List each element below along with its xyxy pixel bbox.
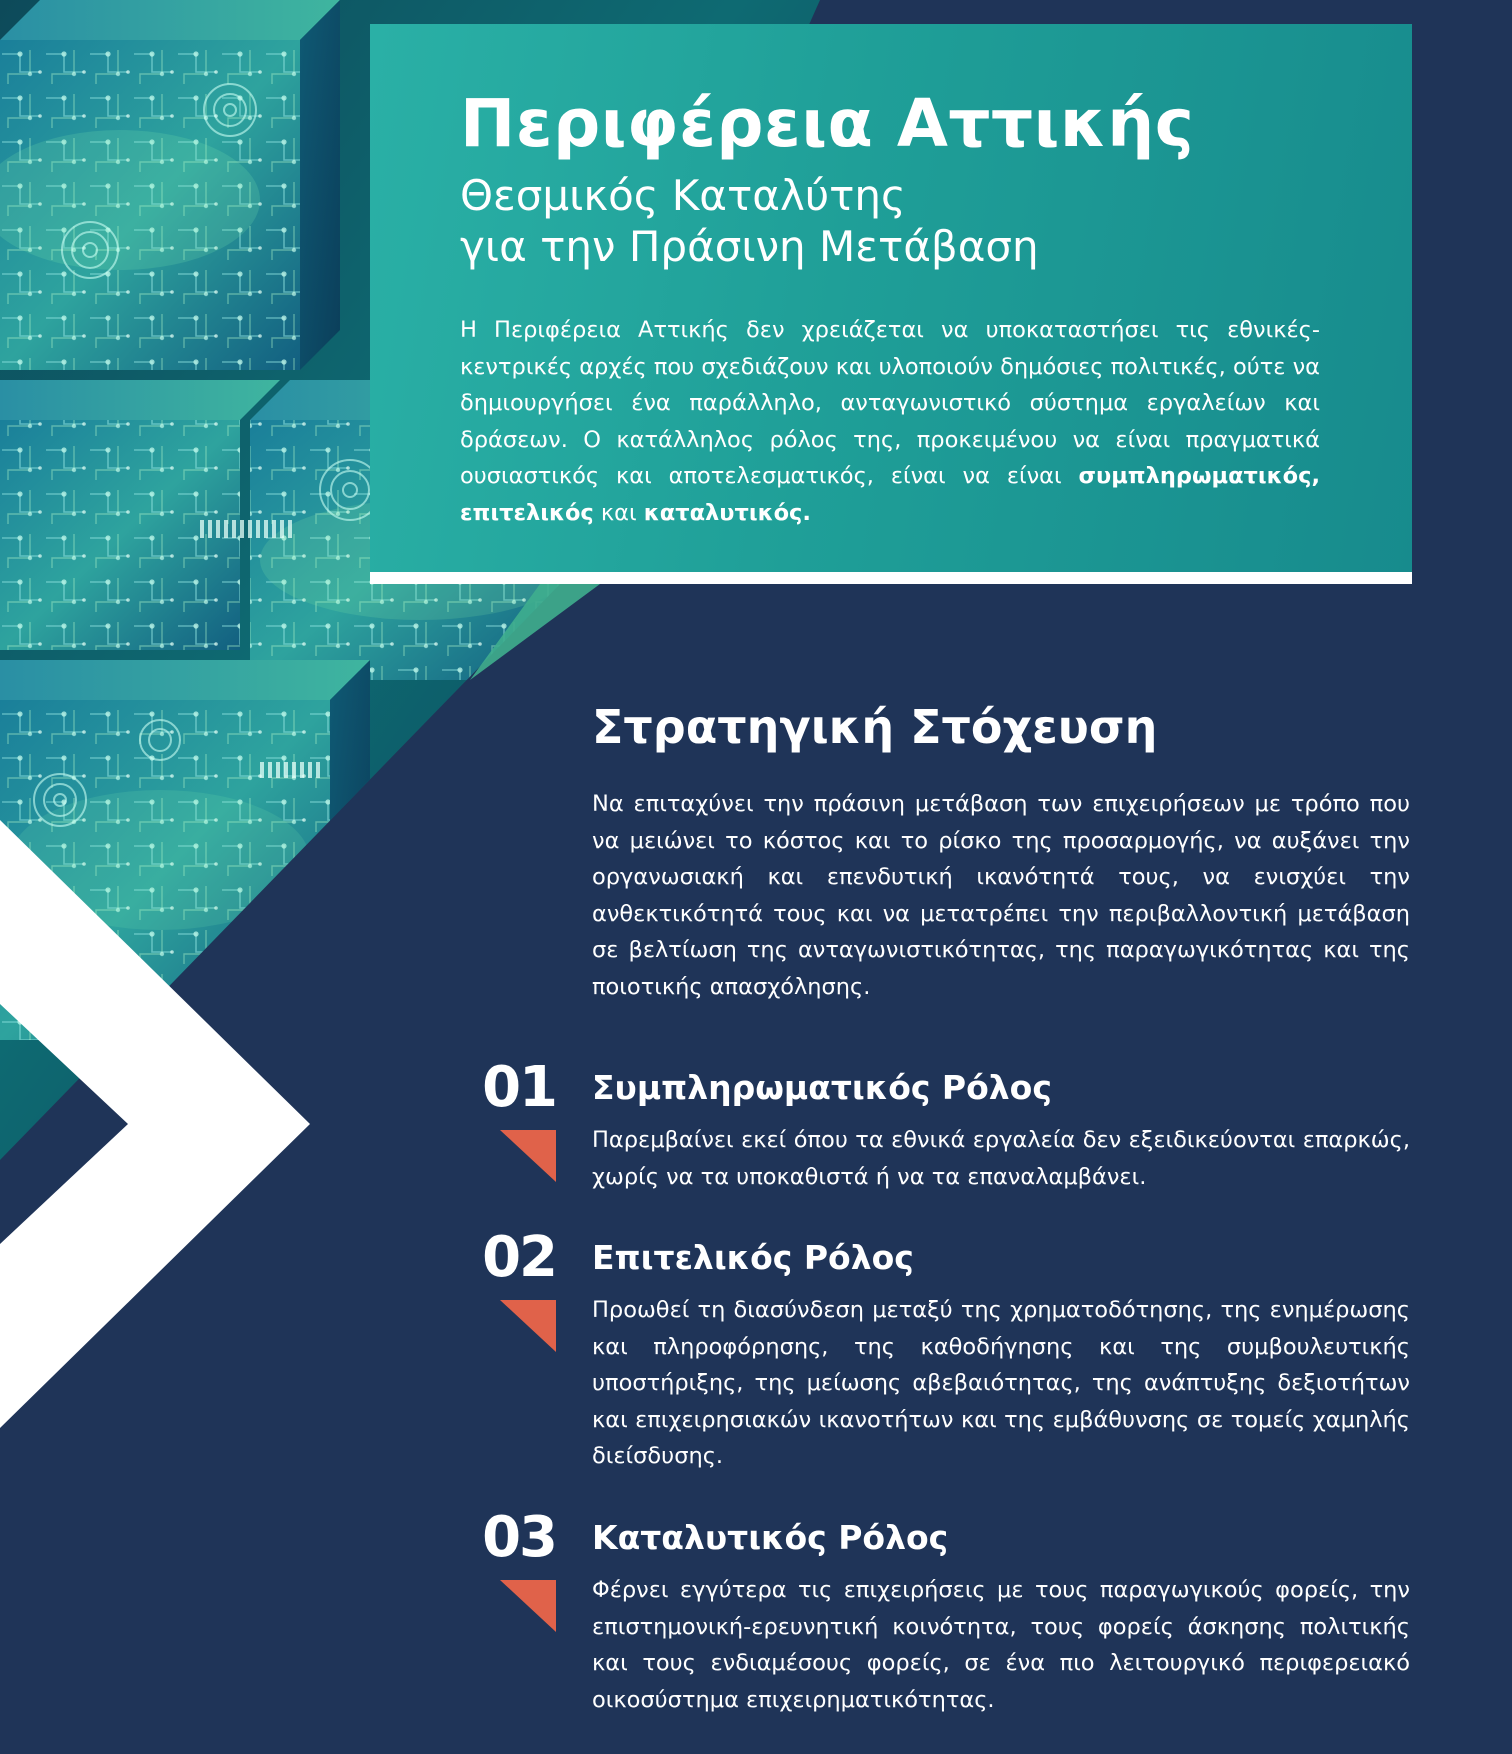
triangle-marker-icon <box>500 1130 556 1182</box>
intro-bold-1: συμπληρωματικός, επιτελικός <box>460 463 1320 526</box>
role-title: Επιτελικός Ρόλος <box>592 1238 914 1277</box>
role-number: 02 <box>482 1225 556 1290</box>
subtitle-line-1: Θεσμικός Καταλύτης <box>460 170 906 220</box>
triangle-marker-icon <box>500 1300 556 1352</box>
role-number: 03 <box>482 1505 556 1570</box>
role-title: Συμπληρωματικός Ρόλος <box>592 1068 1052 1107</box>
intro-paragraph <box>460 312 1320 531</box>
subtitle-line-2: για την Πράσινη Μετάβαση <box>460 222 1039 272</box>
triangle-marker-icon <box>500 1580 556 1632</box>
intro-bold-2: καταλυτικός. <box>643 499 811 526</box>
page-subtitle <box>460 170 1320 272</box>
role-text: Προωθεί τη διασύνδεση μεταξύ της χρηματοδότησης, της ενημέρωσης και πληροφόρησης, της καθοδήγησης και της συμβουλευτικής υποστήριξης, της μείωσης αβεβαιότητας, της ανάπτυξης δεξιοτήτων και επιχειρησιακών ικανοτήτων και της εμβάθυνσης σε τομείς χαμηλής διείσδυσης. <box>592 1297 1410 1469</box>
strategy-title: Στρατηγική Στόχευση <box>592 700 1158 754</box>
role-text: Φέρνει εγγύτερα τις επιχειρήσεις με τους παραγωγικούς φορείς, την επιστημονική-ερευνητική κοινότητα, τους φορείς άσκησης πολιτικής και τους ενδιαμέσους φορείς, σε ένα πιο λειτουργικό περιφερειακό οικοσύστημα επιχειρηματικότητας. <box>592 1577 1410 1713</box>
role-text: Παρεμβαίνει εκεί όπου τα εθνικά εργαλεία δεν εξειδικεύονται επαρκώς, χωρίς να τα υποκαθιστά ή να τα επαναλαμβάνει. <box>592 1127 1410 1190</box>
header-panel <box>370 24 1412 572</box>
header-underline <box>370 572 1412 584</box>
role-number: 01 <box>482 1055 556 1120</box>
role-title: Καταλυτικός Ρόλος <box>592 1518 949 1557</box>
intro-and: και <box>600 499 637 526</box>
page-title: Περιφέρεια Αττικής <box>460 85 1195 162</box>
strategy-text: Να επιταχύνει την πράσινη μετάβαση των επιχειρήσεων με τρόπο που να μειώνει το κόστος και το ρίσκο της προσαρμογής, να αυξάνει την οργανωσιακή και επενδυτική ικανότητά τους, να ενισχύει την ανθεκτικότητά τους και να μετατρέπει την περιβαλλοντική μετάβαση σε βελτίωση της ανταγωνιστικότητας, της παραγωγικότητας και της ποιοτικής απασχόλησης. <box>592 791 1410 1000</box>
intro-text: Η Περιφέρεια Αττικής δεν χρειάζεται να υποκαταστήσει τις εθνικές-κεντρικές αρχές που σχεδιάζουν και υλοποιούν δημόσιες πολιτικές, ούτε να δημιουργήσει ένα παράλληλο, ανταγωνιστικό σύστημα εργαλείων και δράσεων. Ο κατάλληλος ρόλος της, προκειμένου να είναι πραγματικά ουσιαστικός και αποτελεσματικός, είναι να είναι <box>460 317 1320 490</box>
